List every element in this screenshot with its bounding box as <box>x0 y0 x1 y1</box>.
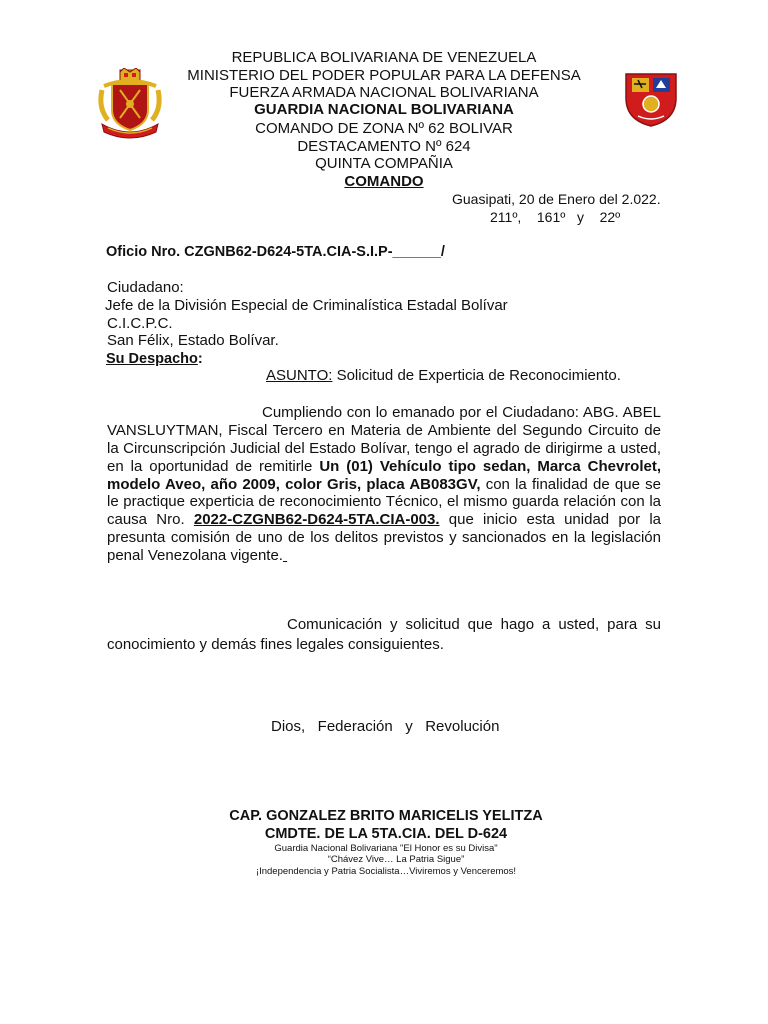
body-p1-line7: causa Nro. 2022-CZGNB62-D624-5TA.CIA-003. que inicio esta unidad por la <box>107 511 661 528</box>
body-p1-line8: presunta comisión de uno de los delitos previstos y sancionados en la legislación <box>107 529 661 546</box>
recipient-salutation: Ciudadano: <box>107 279 184 296</box>
su-despacho: Su Despacho: <box>106 351 203 367</box>
motto-chavez: “Chávez Vive… La Patria Sigue” <box>327 854 465 865</box>
recipient-org: C.I.C.P.C. <box>107 315 173 332</box>
header-detachment: DESTACAMENTO Nº 624 <box>297 138 471 155</box>
body-p2-line2: conocimiento y demás fines legales consiguientes. <box>107 636 444 653</box>
asunto-label: ASUNTO: <box>266 367 333 384</box>
header-comando: COMANDO <box>344 173 424 190</box>
signature-title: CMDTE. DE LA 5TA.CIA. DEL D-624 <box>264 826 508 842</box>
body-p1-line6: le practique experticia de reconocimiento Técnico, el mismo guarda relación con la <box>107 493 661 510</box>
oficio-number: Oficio Nro. CZGNB62-D624-5TA.CIA-S.I.P-______/ <box>106 244 445 260</box>
place-date: Guasipati, 20 de Enero del 2.022. <box>452 191 661 207</box>
body-p1-line4: en la oportunidad de remitirle Un (01) Vehículo tipo sedan, Marca Chevrolet, <box>107 458 662 475</box>
asunto-line <box>266 367 621 385</box>
vehicle-details: modelo Aveo, año 2009, color Gris, placa AB083GV, <box>107 476 481 493</box>
recipient-location: San Félix, Estado Bolívar. <box>107 332 279 349</box>
body-p1-line3: la Circunscripción Judicial del Estado Bolívar, tengo el agrado de dirigirme a usted, <box>107 440 661 457</box>
case-number: 2022-CZGNB62-D624-5TA.CIA-003. <box>193 511 440 528</box>
recipient-position: Jefe de la División Especial de Criminalística Estadal Bolívar <box>105 297 508 314</box>
header-republic: REPUBLICA BOLIVARIANA DE VENEZUELA <box>231 49 537 66</box>
body-p2-line1: Comunicación y solicitud que hago a usted, para su <box>287 616 661 633</box>
body-p1-line2: VANSLUYTMAN, Fiscal Tercero en Materia de Ambiente del Segundo Circuito de <box>107 422 661 439</box>
motto-independencia: ¡Independencia y Patria Socialista…Viviremos y Venceremos! <box>255 866 517 877</box>
body-p1-line1: Cumpliendo con lo emanado por el Ciudadano: ABG. ABEL <box>262 404 661 421</box>
asunto-text: Solicitud de Experticia de Reconocimiento. <box>332 367 621 384</box>
body-p1-line9: penal Venezolana vigente. <box>107 547 283 564</box>
header-zone: COMANDO DE ZONA Nº 62 BOLIVAR <box>255 120 513 137</box>
header-fanb: FUERZA ARMADA NACIONAL BOLIVARIANA <box>229 84 539 101</box>
header-ministry: MINISTERIO DEL PODER POPULAR PARA LA DEFENSA <box>187 67 581 84</box>
closing-salutation: Dios, Federación y Revolución <box>271 718 500 735</box>
vehicle-description: Un (01) Vehículo tipo sedan, Marca Chevrolet, <box>319 458 662 475</box>
body-p1-line5: modelo Aveo, año 2009, color Gris, placa AB083GV, con la finalidad de que se <box>107 476 661 493</box>
motto-honor: Guardia Nacional Bolivariana "El Honor es su Divisa" <box>274 843 498 854</box>
header-company: QUINTA COMPAÑIA <box>315 155 453 172</box>
signature-name: CAP. GONZALEZ BRITO MARICELIS YELITZA <box>229 808 543 824</box>
years-line: 211º, 161º y 22º <box>490 209 621 225</box>
header-gnb: GUARDIA NACIONAL BOLIVARIANA <box>254 101 514 118</box>
